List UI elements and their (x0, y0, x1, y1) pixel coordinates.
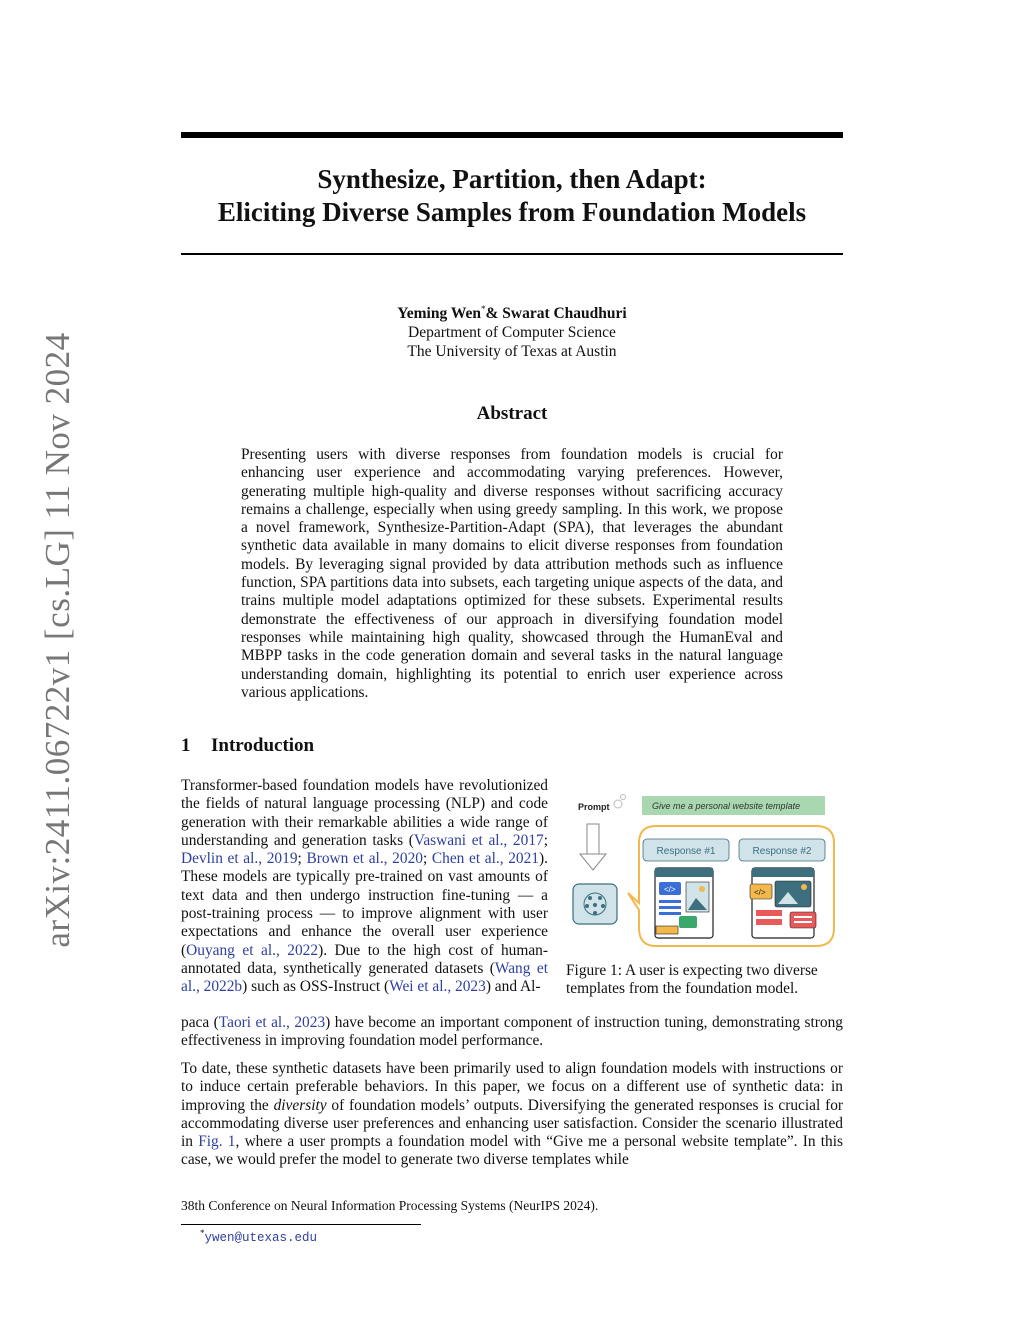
text-run: of foundation models’ outputs. Diversifying the generated responses is crucial for accommodating diverse user preferences and enhancing user satisfaction. Consider the scenario illustrated in (181, 1096, 844, 1151)
footnote-mark: * (200, 1228, 205, 1238)
citation-link[interactable]: Wei et al., 2023 (389, 978, 486, 996)
thought-bubble-icon (614, 800, 622, 808)
text-run: ). These models are typically pre-trained on vast amounts of text data and then undergo instruction fine-tuning — a post-training process — to improve alignment with user expectations and enhance the overall user experience ( (181, 850, 548, 959)
abstract-text: Presenting users with diverse responses from foundation models is crucial for enhancing user experience and accommodating varying preferences. However, generating multiple high-quality and diverse responses without sacrificing accuracy remains a challenge, especially when using greedy sampling. In this work, we propose a novel framework, Synthesize-Partition-Adapt (SPA), that leverages the abundant synthetic data available in many domains to elicit diverse responses from foundation models. By leveraging signal provided by data attribution methods such as influence function, SPA partitions data into subsets, each targeting unique aspects of the data, and trains multiple model adaptations optimized for these subsets. Experimental results demonstrate the effectiveness of our approach in diversifying foundation model responses while maintaining high quality, showcased through the HumanEval and MBPP tasks in the code generation domain and several tasks in the natural language understanding domain, highlighting its potential to enrich user experience across various applications. (241, 446, 783, 701)
title-top-rule (181, 132, 843, 138)
svg-text:</>: </> (754, 888, 766, 897)
response-2-label: Response #2 (752, 846, 812, 857)
title-line-2: Eliciting Diverse Samples from Foundation Models (217, 197, 807, 227)
website-template-2-icon (750, 868, 816, 938)
section-number: 1 (181, 735, 191, 756)
author-email-footnote (200, 1228, 317, 1245)
svg-text:</>: </> (664, 885, 676, 894)
text-run: ; (422, 850, 432, 868)
figure-prompt-text: Give me a personal website template (652, 801, 801, 811)
text-run: ; (297, 850, 307, 868)
text-run: ) such as OSS-Instruct ( (242, 978, 390, 996)
author-names (181, 300, 843, 323)
thought-bubble-icon (621, 795, 626, 800)
author-footnote-mark: * (480, 304, 486, 314)
citation-link[interactable]: Vaswani et al., 2017 (413, 831, 544, 849)
title-bottom-rule (181, 253, 843, 255)
intro-paragraph-2 (181, 1060, 843, 1170)
section-title: Introduction (211, 735, 315, 756)
footnote-rule (181, 1224, 421, 1225)
response-1-label: Response #1 (656, 846, 716, 857)
email-link[interactable]: ywen@utexas.edu (204, 1231, 318, 1246)
text-run: ). Due to the high cost of human-annotated data, synthetically generated datasets ( (181, 941, 548, 977)
text-run: ) have become an important component of instruction tuning, demonstrating strong effectiveness in improving foundation model performance. (181, 1014, 843, 1050)
citation-link[interactable]: Ouyang et al., 2022 (186, 941, 319, 959)
author-2: & Swarat Chaudhuri (485, 305, 627, 323)
emphasis-text: diversity (273, 1096, 327, 1114)
text-run: To date, these synthetic datasets have been primarily used to align foundation models with instructions or to induce certain preferable behaviors. In this paper, we focus on a different use of synthetic data: in improving the (181, 1060, 843, 1114)
figure-1-caption: Figure 1: A user is expecting two diverse templates from the foundation model. (566, 962, 818, 998)
title-line-1: Synthesize, Partition, then Adapt: (317, 164, 707, 194)
citation-link[interactable]: Brown et al., 2020 (306, 850, 423, 868)
text-run: ; (543, 831, 548, 849)
paper-title (181, 163, 843, 229)
text-run: paca ( (181, 1014, 219, 1031)
citation-link[interactable]: Taori et al., 2023 (218, 1014, 326, 1031)
text-run: Transformer-based foundation models have revolutionized the fields of natural language processing (NLP) and code generation with their remarkable abilities a wide range of understanding and generation tasks ( (181, 777, 548, 849)
arrow-down-icon (580, 824, 606, 870)
text-run: ) and Al- (485, 978, 541, 996)
text-run: , where a user prompts a foundation model with “Give me a personal website template”. In this case, we would prefer the model to generate two diverse templates while (181, 1133, 844, 1169)
author-block (181, 300, 843, 361)
figure-reference-link[interactable]: Fig. 1 (198, 1133, 236, 1151)
citation-link[interactable]: Devlin et al., 2019 (181, 850, 298, 868)
figure-1-illustration (566, 788, 844, 958)
author-department: Department of Computer Science (408, 324, 616, 342)
abstract-heading: Abstract (476, 403, 548, 424)
website-template-1-icon (655, 868, 713, 938)
citation-link[interactable]: Wang et al., 2022b (181, 959, 548, 996)
neural-network-icon (573, 884, 617, 924)
section-heading-introduction (181, 735, 314, 757)
citation-link[interactable]: Chen et al., 2021 (431, 850, 540, 868)
intro-paragraph-1 (181, 777, 548, 997)
author-university: The University of Texas at Austin (407, 343, 617, 361)
arxiv-identifier: arXiv:2411.06722v1 [cs.LG] 11 Nov 2024 (38, 332, 77, 948)
figure-prompt-label: Prompt (578, 802, 610, 812)
author-1: Yeming Wen (397, 305, 481, 323)
conference-footnote: 38th Conference on Neural Information Processing Systems (NeurIPS 2024). (181, 1198, 599, 1213)
intro-paragraph-1-continued (181, 1014, 843, 1051)
